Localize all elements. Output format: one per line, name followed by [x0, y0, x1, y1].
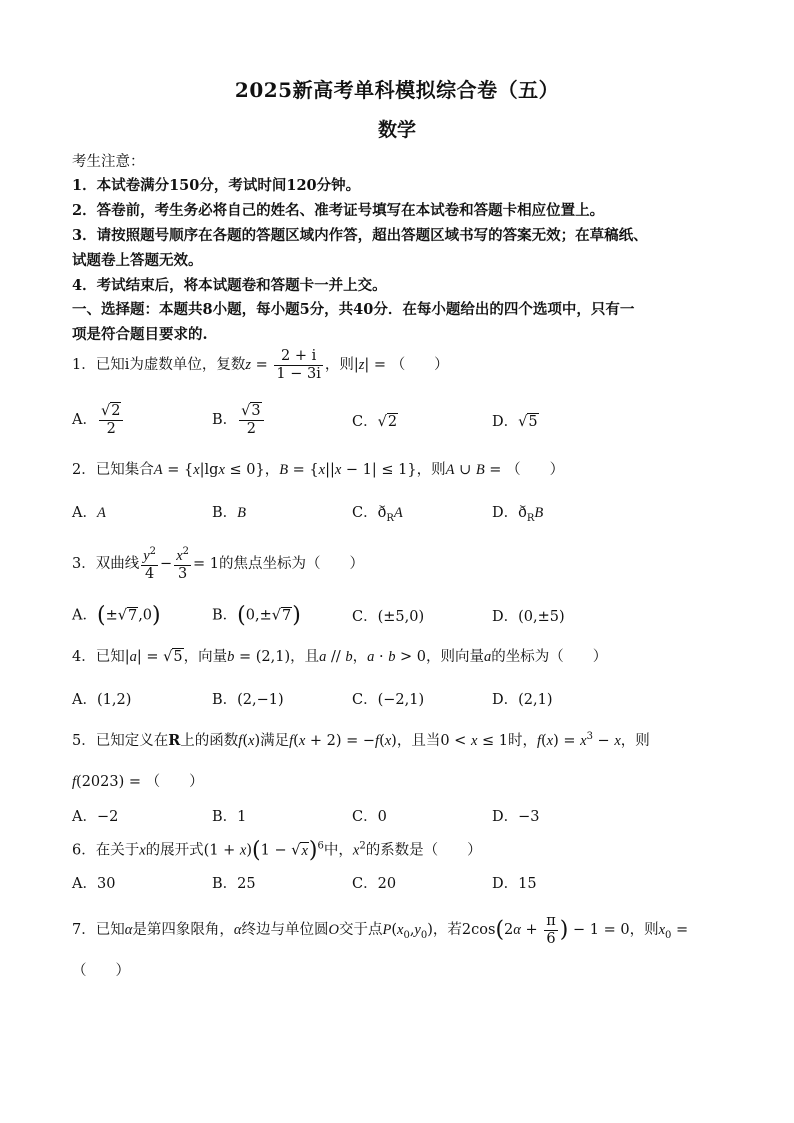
question-7-stem: 7．已知α是第四象限角，α终边与单位圆O交于点$P(x_0,y_0)$，若2cos(2α + $\frac{\pi}{6}$ ) − 1 = 0，则$x_0$ =: [72, 913, 689, 947]
option-b[interactable]: B．(0,±√7): [212, 603, 301, 628]
option-b[interactable]: B．B: [212, 505, 247, 521]
notice-item: 2．答卷前，考生务必将自己的姓名、准考证号填写在本试卷和答题卡相应位置上。: [72, 202, 605, 219]
fraction: $\frac{2 + i}{1 - 3i}$: [276, 348, 321, 382]
question-7-stem-cont: （ ）: [72, 963, 130, 979]
exam-title: 2025新高考单科模拟综合卷（五）: [234, 78, 560, 102]
option-d[interactable]: D．−3: [492, 809, 540, 825]
notice-item: 3．请按照题号顺序在各题的答题区域内作答，超出答题区域书写的答案无效；在草稿纸、: [72, 227, 648, 244]
section-heading-cont: 项是符合题目要求的.: [72, 326, 208, 343]
option-c[interactable]: C．√2: [352, 414, 398, 430]
option-c[interactable]: C．0: [352, 809, 387, 825]
option-a[interactable]: A．(±√7,0): [72, 603, 161, 628]
option-b[interactable]: B． $\frac{√3}{2}$: [212, 403, 266, 437]
option-b[interactable]: B．25: [212, 876, 256, 892]
option-d[interactable]: D．$ð_RB$: [492, 505, 544, 524]
notice-heading: 考生注意：: [72, 154, 145, 170]
option-a[interactable]: A．−2: [72, 809, 119, 825]
option-d[interactable]: D．(2,1): [492, 692, 553, 708]
option-c[interactable]: C．(−2,1): [352, 692, 425, 708]
question-1-stem: 1．已知i为虚数单位，复数z = $\frac{2 + i}{1 - 3i}$ ，则|z| = （ ）: [72, 348, 449, 382]
exam-subject: 数学: [377, 119, 416, 141]
question-3-stem: 3．双曲线 $\frac{y^2}{4}$ − $\frac{x^2}{3}$ = 1的焦点坐标为（ ）: [72, 546, 364, 582]
notice-item: 1．本试卷满分150分，考试时间120分钟。: [72, 177, 361, 194]
option-c[interactable]: C．$ð_RA$: [352, 505, 403, 524]
question-4-stem: 4．已知|a| = √5，向量b = (2,1)，且a // b，a · b > 0，则向量a的坐标为（ ）: [72, 649, 608, 665]
question-6-stem: 6．在关于x的展开式$(1 + x)(1 - √x)^6$中，$x^2$的系数是（ ）: [72, 838, 482, 863]
question-5-stem: 5．已知定义在R上的函数f(x)满足f(x + 2) = −f(x)，且当0 < x ≤ 1时，$f(x) = x^3 - x$，则: [72, 731, 650, 749]
option-d[interactable]: D．15: [492, 876, 537, 892]
question-2-stem: 2．已知集合A = {x|lgx ≤ 0}，B = {x||x − 1| ≤ 1}，则A ∪ B = （ ）: [72, 462, 565, 478]
option-b[interactable]: B．(2,−1): [212, 692, 284, 708]
section-heading: 一、选择题：本题共8小题，每小题5分，共40分．在每小题给出的四个选项中，只有一: [72, 301, 635, 318]
option-a[interactable]: A．A: [72, 505, 106, 521]
option-c[interactable]: C．20: [352, 876, 397, 892]
option-a[interactable]: A．(1,2): [72, 692, 132, 708]
option-a[interactable]: A．30: [72, 876, 116, 892]
notice-item: 试题卷上答题无效。: [72, 252, 203, 269]
notice-item: 4．考试结束后，将本试题卷和答题卡一并上交。: [72, 277, 387, 294]
option-d[interactable]: D．√5: [492, 414, 538, 430]
option-b[interactable]: B．1: [212, 809, 247, 825]
option-a[interactable]: A． $\frac{√2}{2}$: [72, 403, 125, 437]
option-c[interactable]: C．(±5,0): [352, 609, 425, 625]
option-d[interactable]: D．(0,±5): [492, 609, 565, 625]
question-5-stem-cont: f(2023) = （ ）: [72, 774, 204, 790]
